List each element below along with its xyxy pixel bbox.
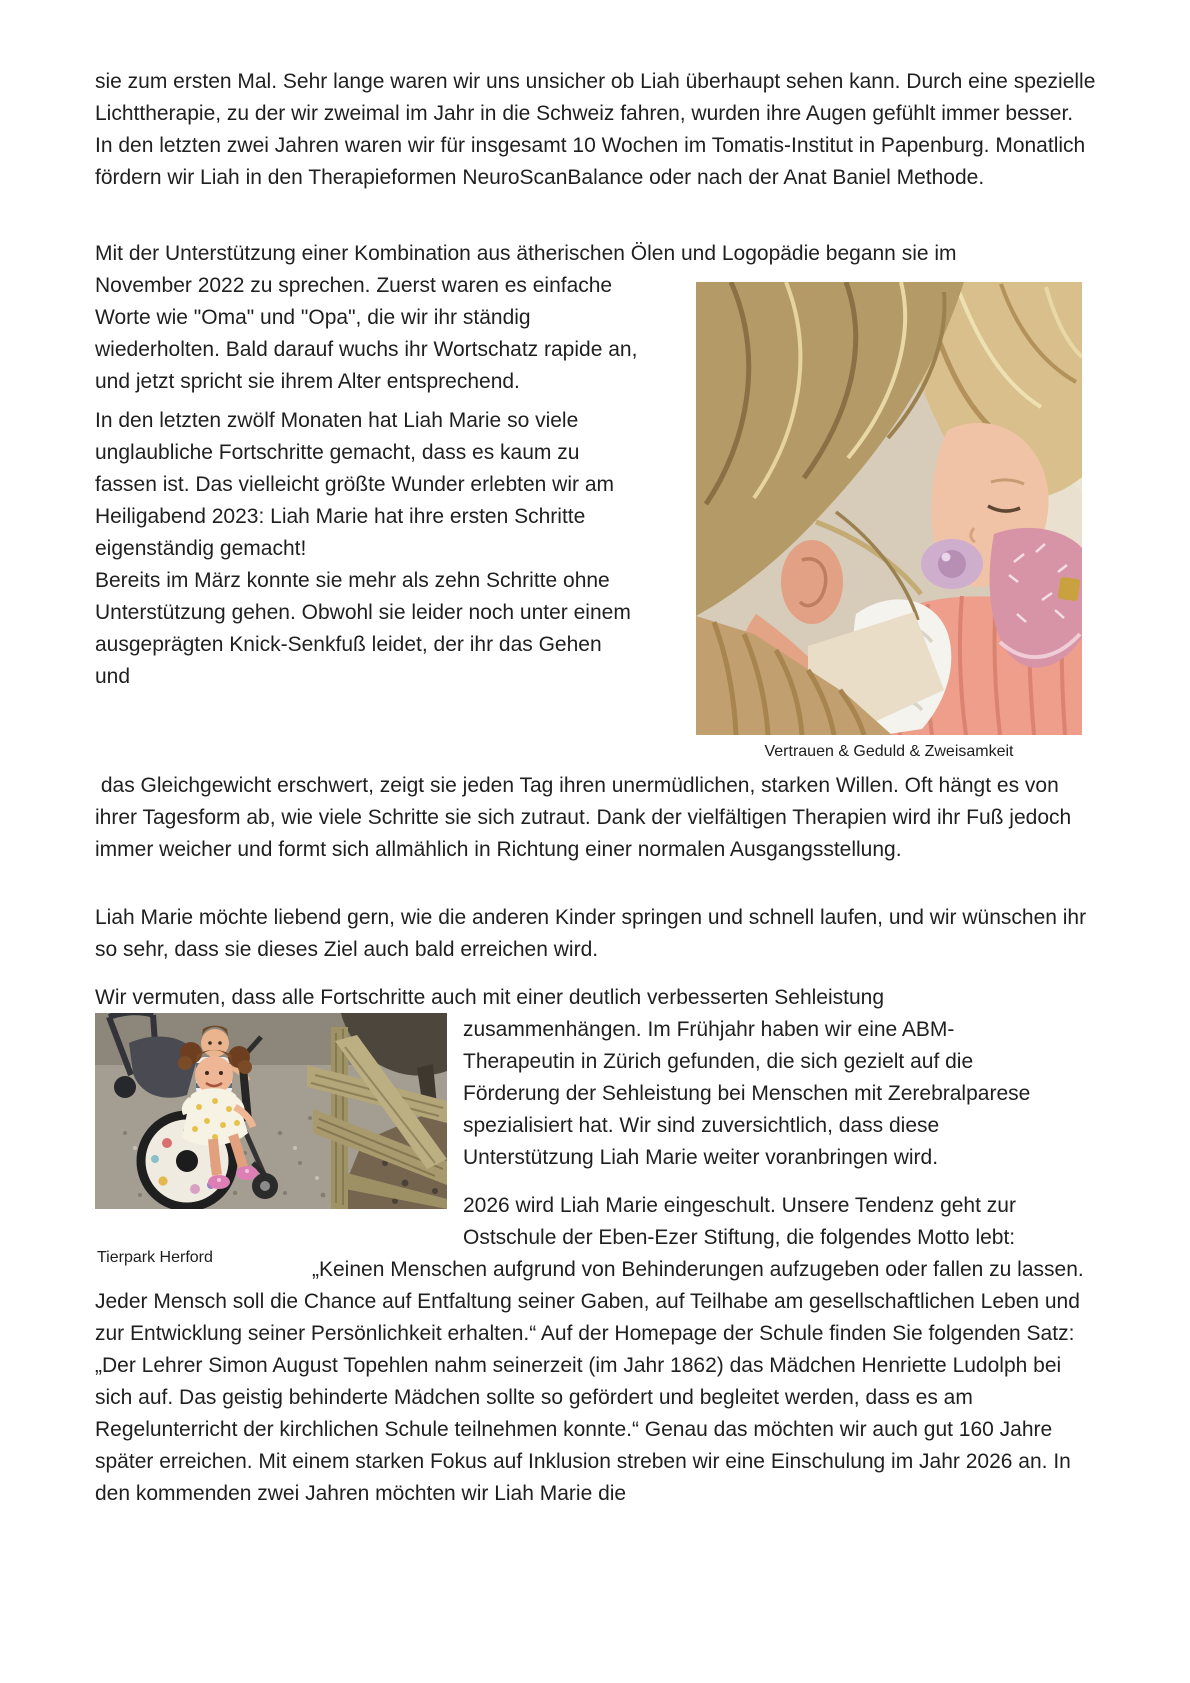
photo-liah-wheelchair-image bbox=[95, 1013, 447, 1209]
paragraph-speech-line1: Mit der Unterstützung einer Kombination aus ätherischen Ölen und Logopädie begann sie im bbox=[95, 242, 957, 265]
paragraph-ten-steps: Bereits im März konnte sie mehr als zehn Schritte ohne Unterstützung gehen. Obwohl sie leider noch unter einem ausgeprägten Knick-Senkfuß leidet, der ihr das Gehen und bbox=[95, 569, 637, 688]
pacifier bbox=[921, 539, 983, 589]
photo-liah-and-mother-image bbox=[696, 282, 1082, 735]
photo1-caption: Vertrauen & Geduld & Zweisamkeit bbox=[764, 743, 1014, 760]
paragraph-vision-line1: Wir vermuten, dass alle Fortschritte auch mit einer deutlich verbesserten Sehleistung bbox=[95, 986, 885, 1009]
paragraph-therapies: sie zum ersten Mal. Sehr lange waren wir uns unsicher ob Liah überhaupt sehen kann. Durch eine spezielle Lichttherapie, zu der wir zweimal im Jahr in die Schweiz fahren, wurden ihre Augen gefühlt immer besser. In den letzten zwei Jahren waren wir für insgesamt 10 Wochen im Tomatis-Institut in Papenburg. Monatlich fördern wir Liah in den Therapieformen NeuroScanBalance oder nach der Anat Baniel Methode. bbox=[95, 70, 1102, 189]
paragraph-balance: das Gleichgewicht erschwert, zeigt sie jeden Tag ihren unermüdlichen, starken Willen. Oft hängt es von ihrer Tagesform ab, wie viele Schritte sie sich zutraut. Dank der vielfältigen Therapien wird ihr Fuß jedoch immer weicher und formt sich allmählich in Richtung einer normalen Ausgangsstellung. bbox=[95, 774, 1078, 861]
paragraph-school-wrapped: 2026 wird Liah Marie eingeschult. Unsere Tendenz geht zur Ostschule der Eben-Ezer Stiftung, die folgendes Motto lebt: bbox=[463, 1194, 1022, 1249]
paragraph-wish: Liah Marie möchte liebend gern, wie die anderen Kinder springen und schnell laufen, und wir wünschen ihr so sehr, dass sie dieses Ziel auch bald erreichen wird. bbox=[95, 906, 1092, 961]
photo-liah-wheelchair-tierpark bbox=[95, 1013, 447, 1269]
paragraph-vision-wrapped: zusammenhängen. Im Frühjahr haben wir eine ABM-Therapeutin in Zürich gefunden, die sich gezielt auf die Förderung der Sehleistung bei Menschen mit Zerebralparese spezialisiert hat. Wir sind zuversichtlich, dass diese Unterstützung Liah Marie weiter voranbringen wird. bbox=[463, 1018, 1037, 1169]
paragraph-school-motto: „Keinen Menschen aufgrund von Behinderungen aufzugeben oder fallen zu lassen. Jeder Mensch soll die Chance auf Entfaltung seiner Gaben, auf Teilhabe am gesellschaftlichen Leben und zur Entwicklung seiner Persönlichkeit erhalten.“ Auf der Homepage der Schule finden Sie folgenden Satz: „Der Lehrer Simon August Topehlen nahm seinerzeit (im Jahr 1862) das Mädchen Henriette Ludolph bei sich auf. Das geistig behinderte Mädchen sollte so gefördert und begleitet werden, dass es am Regelunterricht der kirchlichen Schule teilnehmen konnte.“ Genau das möchten wir auch gut 160 Jahre später erreichen. Mit einem starken Fokus auf Inklusion streben wir eine Einschulung im Jahr 2026 an. In den kommenden zwei Jahren möchten wir Liah Marie die bbox=[95, 1258, 1090, 1505]
pink-bandana-bib bbox=[990, 528, 1082, 668]
photo2-caption: Tierpark Herford bbox=[97, 1249, 213, 1266]
paragraph-first-steps: In den letzten zwölf Monaten hat Liah Marie so viele unglaubliche Fortschritte gemacht, dass es kaum zu fassen ist. Das vielleicht größte Wunder erlebten wir am Heiligabend 2023: Liah Marie hat ihre ersten Schritte eigenständig gemacht! bbox=[95, 409, 620, 560]
paragraph-speech-wrapped: November 2022 zu sprechen. Zuerst waren es einfache Worte wie "Oma" und "Opa", die wir ihr ständig wiederholten. Bald darauf wuchs ihr Wortschatz rapide an, und jetzt spricht sie ihrem Alter entsprechend. bbox=[95, 274, 644, 393]
photo-liah-and-mother bbox=[696, 282, 1082, 763]
